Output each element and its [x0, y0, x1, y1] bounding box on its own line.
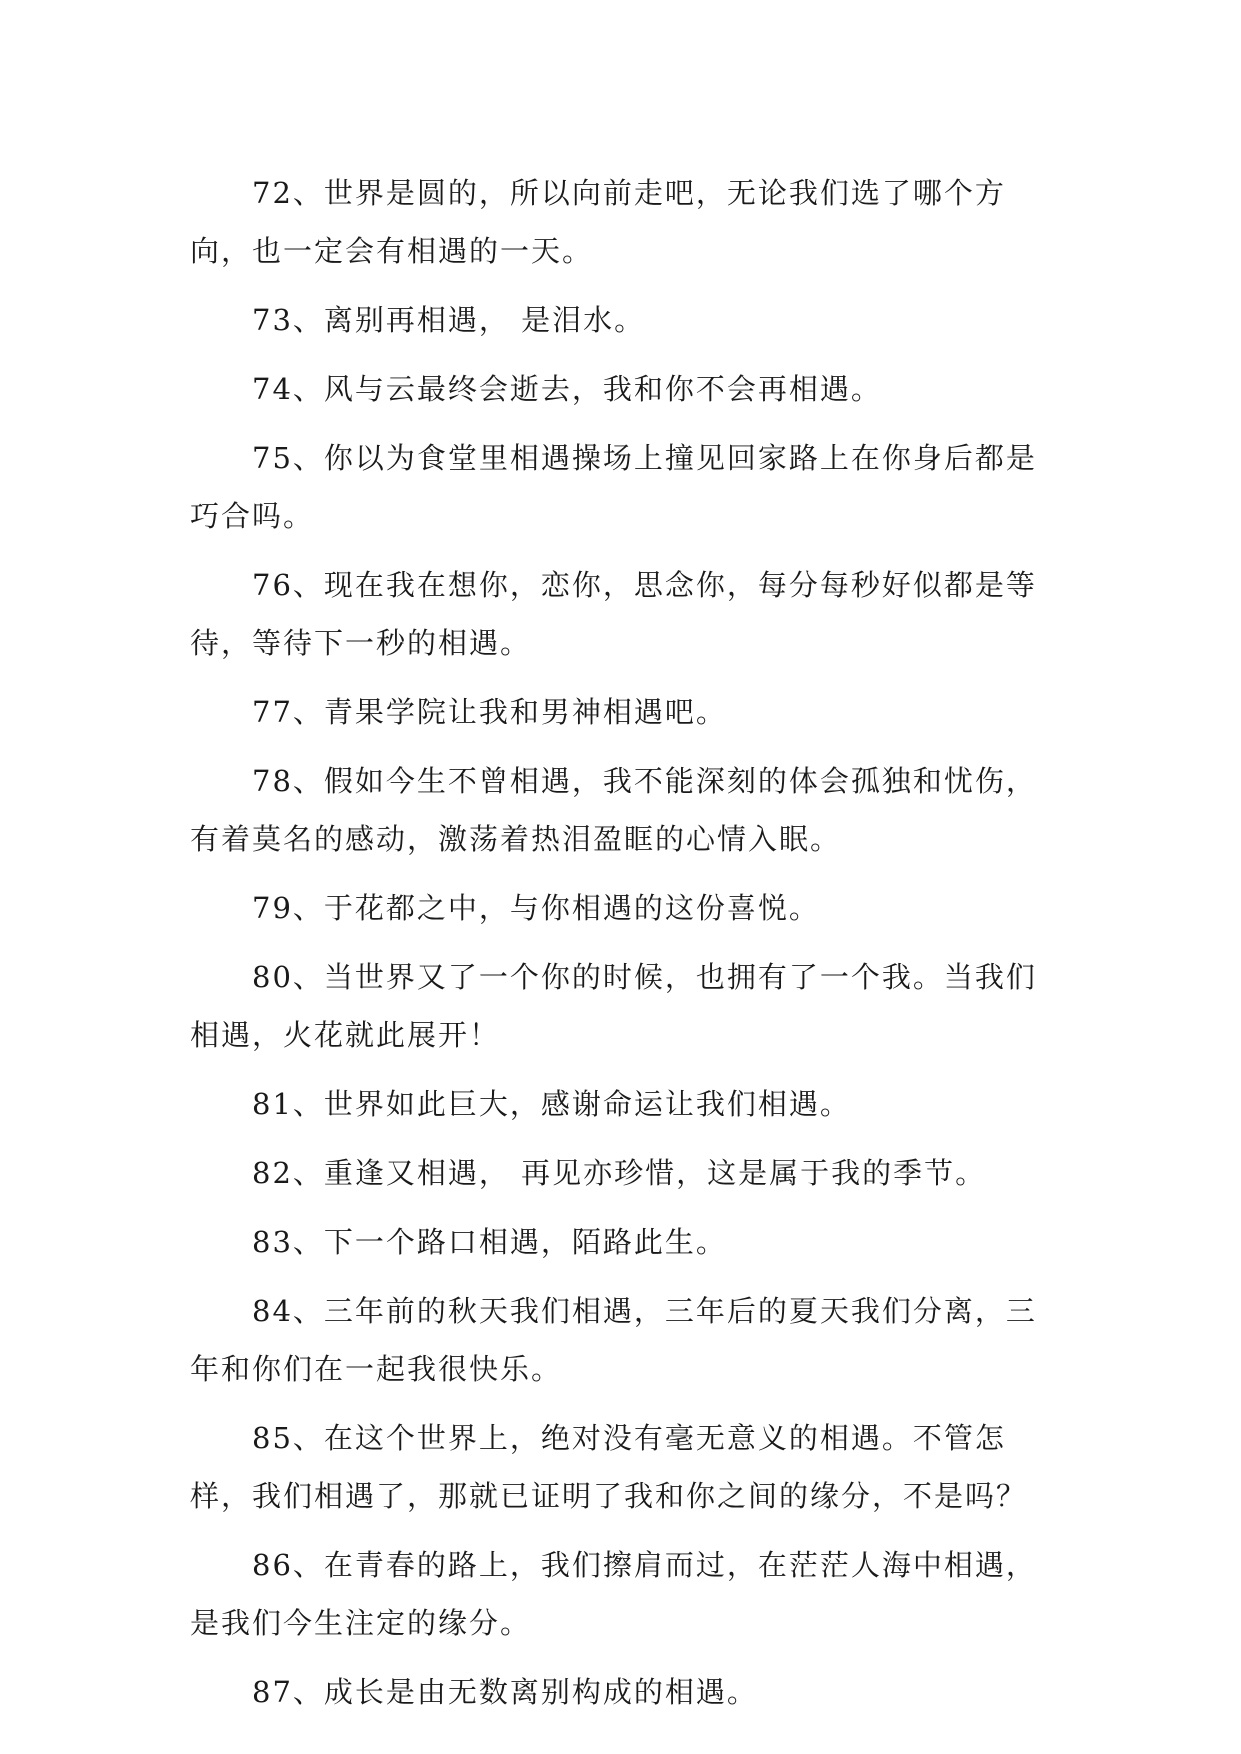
paragraph-85: 85、在这个世界上，绝对没有毫无意义的相遇。不管怎样，我们相遇了，那就已证明了我和你之间的缘分，不是吗？ [190, 1421, 1028, 1513]
paragraph-87: 87、成长是由无数离别构成的相遇。 [252, 1675, 758, 1709]
paragraph-78: 78、假如今生不曾相遇，我不能深刻的体会孤独和忧伤，有着莫名的感动，激荡着热泪盈眶的心情入眠。 [190, 764, 1037, 856]
document-body [190, 164, 1060, 1732]
paragraph-80: 80、当世界又了一个你的时候，也拥有了一个我。当我们相遇，火花就此展开！ [190, 960, 1037, 1052]
paragraph-72: 72、世界是圆的，所以向前走吧，无论我们选了哪个方向，也一定会有相遇的一天。 [190, 176, 1006, 268]
paragraph-86: 86、在青春的路上，我们擦肩而过，在茫茫人海中相遇，是我们今生注定的缘分。 [190, 1548, 1037, 1640]
paragraph-75: 75、你以为食堂里相遇操场上撞见回家路上在你身后都是巧合吗。 [190, 441, 1037, 533]
paragraph-82: 82、重逢又相遇， 再见亦珍惜，这是属于我的季节。 [252, 1156, 987, 1190]
paragraph-81: 81、世界如此巨大，感谢命运让我们相遇。 [252, 1087, 851, 1121]
paragraph-77: 77、青果学院让我和男神相遇吧。 [252, 695, 727, 729]
paragraph-73: 73、离别再相遇， 是泪水。 [252, 303, 646, 337]
paragraph-76: 76、现在我在想你，恋你，思念你，每分每秒好似都是等待，等待下一秒的相遇。 [190, 568, 1037, 660]
paragraph-84: 84、三年前的秋天我们相遇，三年后的夏天我们分离，三年和你们在一起我很快乐。 [190, 1294, 1037, 1386]
paragraph-83: 83、下一个路口相遇，陌路此生。 [252, 1225, 727, 1259]
paragraph-74: 74、风与云最终会逝去，我和你不会再相遇。 [252, 372, 882, 406]
paragraph-79: 79、于花都之中，与你相遇的这份喜悦。 [252, 891, 820, 925]
